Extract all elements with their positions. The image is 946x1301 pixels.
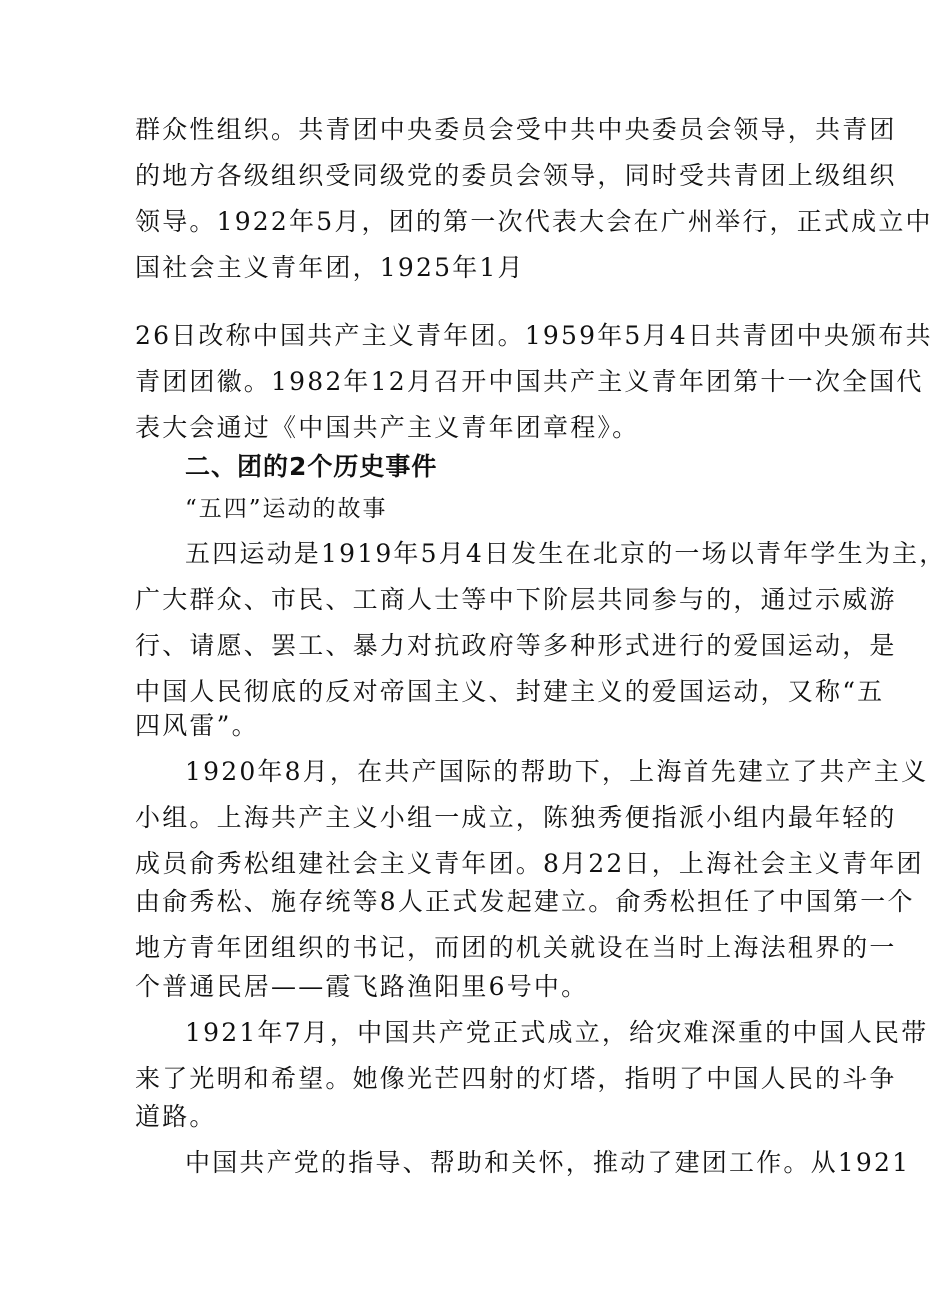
paragraph-6-line-1: 中国共产党的指导、帮助和关怀，推动了建团工作。从1921 [185,1148,911,1177]
paragraph-3-line-5: 四风雷”。 [135,711,259,740]
paragraph-4-line-2: 小组。上海共产主义小组一成立，陈独秀便指派小组内最年轻的 [135,803,897,832]
paragraph-2-line-3: 表大会通过《中国共产主义青年团章程》。 [135,413,640,442]
paragraph-2-line-2: 青团团徽。1982年12月召开中国共产主义青年团第十一次全国代 [135,367,924,396]
paragraph-3-line-3: 行、请愿、罢工、暴力对抗政府等多种形式进行的爱国运动，是 [135,631,897,660]
paragraph-5-line-3: 道路。 [135,1102,217,1131]
paragraph-1-line-2: 的地方各级组织受同级党的委员会领导，同时受共青团上级组织 [135,161,897,190]
paragraph-5-line-2: 来了光明和希望。她像光芒四射的灯塔，指明了中国人民的斗争 [135,1064,897,1093]
paragraph-3-line-2: 广大群众、市民、工商人士等中下阶层共同参与的，通过示威游 [135,585,897,614]
paragraph-4-line-6: 个普通民居——霞飞路渔阳里6号中。 [135,972,589,1001]
paragraph-1-line-3: 领导。1922年5月，团的第一次代表大会在广州举行，正式成立中 [135,207,933,236]
paragraph-1-line-4: 国社会主义青年团，1925年1月 [135,253,525,282]
paragraph-4-line-3: 成员俞秀松组建社会主义青年团。8月22日，上海社会主义青年团 [135,849,924,878]
paragraph-4-line-1: 1920年8月，在共产国际的帮助下，上海首先建立了共产主义 [185,757,929,786]
section-heading: 二、团的2个历史事件 [185,452,438,481]
paragraph-3-line-1: 五四运动是1919年5月4日发生在北京的一场以青年学生为主， [185,539,946,568]
paragraph-2-line-1: 26日改称中国共产主义青年团。1959年5月4日共青团中央颁布共 [135,321,933,350]
paragraph-3-line-4: 中国人民彻底的反对帝国主义、封建主义的爱国运动，又称“五 [135,677,885,706]
paragraph-5-line-1: 1921年7月，中国共产党正式成立，给灾难深重的中国人民带 [185,1018,929,1047]
paragraph-4-line-4: 由俞秀松、施存统等8人正式发起建立。俞秀松担任了中国第一个 [135,887,915,916]
sub-heading: “五四”运动的故事 [185,496,388,522]
paragraph-4-line-5: 地方青年团组织的书记，而团的机关就设在当时上海法租界的一 [135,933,897,962]
paragraph-1-line-1: 群众性组织。共青团中央委员会受中共中央委员会领导，共青团 [135,115,897,144]
